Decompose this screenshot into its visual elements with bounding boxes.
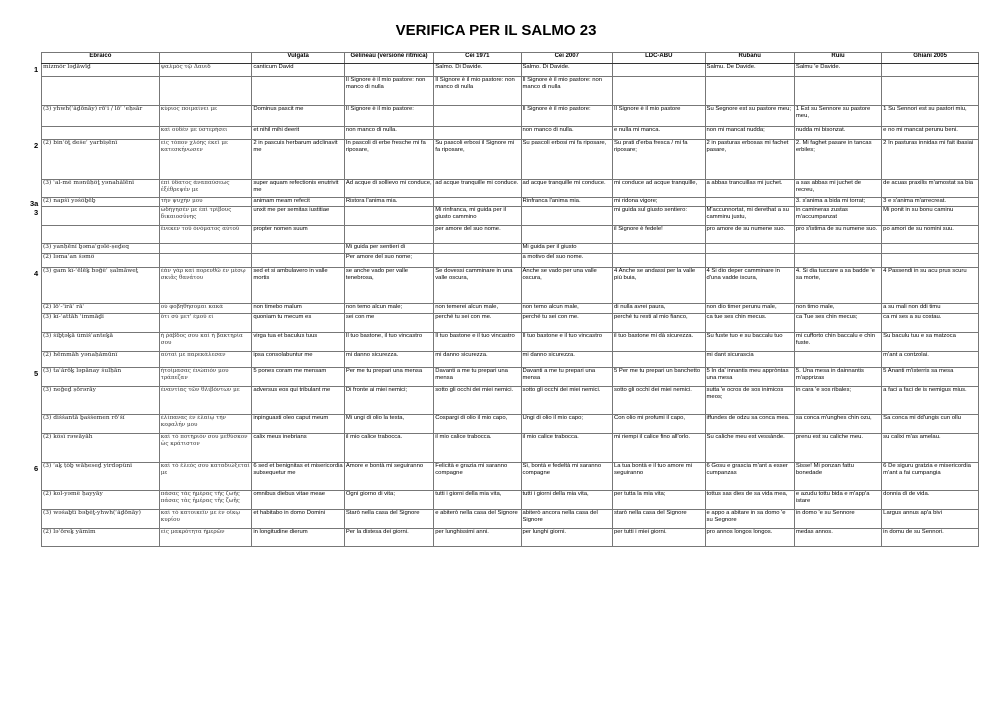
cell-gelineau: Amore e bontà mi seguiranno — [344, 463, 433, 491]
cell-ruiu: ca Tue ses chin mecus; — [794, 314, 881, 333]
cell-ruiu: 4. Si dia tuccare a sa badde 'e sa morte, — [794, 268, 881, 304]
cell-ghiani: ca mi ses a su costau. — [882, 314, 979, 333]
cell-ruiu: Salmu 'e Davide. — [794, 64, 881, 77]
cell-ldc-abu: mi riempi il calice fino all'orlo. — [612, 434, 705, 463]
cell-ebraico: (3) yhwh(ʾăḏōnāy) rōʿî / lōʾ ʾeḥsār — [42, 106, 160, 127]
verse-number: 6 — [34, 463, 39, 473]
cell-greek: ἐὰν γὰρ καὶ πορευθῶ ἐν μέσῳ σκιᾶς θανάτου — [159, 268, 252, 304]
cell-greek: ἐπὶ ὕδατος ἀναπαύσεως ἐξέθρεψέν με — [159, 180, 252, 198]
table-row — [42, 491, 979, 510]
cell-ruiu: pro s'istima de su numene suo. — [794, 226, 881, 244]
cell-greek: καὶ οὐδέν με ὑστερήσει — [159, 127, 252, 140]
cell-ghiani — [882, 254, 979, 268]
cell-gelineau — [344, 207, 433, 226]
table-row — [42, 226, 979, 244]
cell-greek: κύριος ποιμαίνει με — [159, 106, 252, 127]
cell-ghiani: a su mali non ddi timu — [882, 304, 979, 314]
cell-greek: καὶ τὸ ἔλεός σου καταδιώξεταί με — [159, 463, 252, 491]
cell-ebraico: (2) kôsî rəwāyāh — [42, 434, 160, 463]
cell-greek: τὴν ψυχήν μου — [159, 198, 252, 207]
col-header-ebraico: Ebraico — [42, 53, 160, 64]
cell-cei2007: Su pascoli erbosi mi fa riposare, — [521, 140, 612, 180]
cell-vulgata: propter nomen suum — [252, 226, 345, 244]
cell-ldc-abu — [612, 64, 705, 77]
cell-vulgata: canticum David — [252, 64, 345, 77]
cell-greek: ψαλμὸς τῷ Δαυιδ — [159, 64, 252, 77]
cell-ebraico: (2) binʾôṯ dešeʾ yarbîṣēnî — [42, 140, 160, 180]
cell-cei2007: sotto gli occhi dei miei nemici. — [521, 387, 612, 415]
cell-ebraico: (2) lōʾ-ʾîrāʾ rāʿ — [42, 304, 160, 314]
document-title: VERIFICA PER IL SALMO 23 — [395, 22, 597, 39]
table-row — [42, 198, 979, 207]
cell-rubanu: Su Segnore est su pastore meu; — [705, 106, 794, 127]
cell-cei1971: il mio calice trabocca. — [434, 434, 521, 463]
cell-ghiani: su calixi m'as amelau. — [882, 434, 979, 463]
cell-ebraico: (3) yanḥēnî ḇəmaʿgəlê-ṣeḏeq — [42, 244, 160, 254]
cell-gelineau: mi danno sicurezza. — [344, 352, 433, 368]
table-row — [42, 434, 979, 463]
cell-ldc-abu — [612, 352, 705, 368]
header-row — [42, 53, 979, 64]
table-row — [42, 304, 979, 314]
cell-ruiu: sa conca m'unghes chin ozu, — [794, 415, 881, 434]
cell-vulgata: ipsa consolabuntur me — [252, 352, 345, 368]
cell-vulgata: 6 sed et benignitas et misericordia subsequetur me — [252, 463, 345, 491]
cell-ruiu: in domo 'e su Sennore — [794, 510, 881, 529]
cell-vulgata: 2 in pascuis herbarum adclinavit me — [252, 140, 345, 180]
cell-ldc-abu: Su prati d'erba fresca / mi fa riposare; — [612, 140, 705, 180]
cell-cei2007: Rinfranca l'anima mia. — [521, 198, 612, 207]
cell-ebraico: (3) neḡeḏ ṣōrərāy — [42, 387, 160, 415]
table-row — [42, 415, 979, 434]
cell-rubanu — [705, 254, 794, 268]
cell-cei2007: Il tuo bastone e il tuo vincastro — [521, 333, 612, 352]
cell-cei2007: Anche se vado per una valle oscura, — [521, 268, 612, 304]
cell-ghiani: donnia di de vida. — [882, 491, 979, 510]
cell-rubanu: 2 in pasturas erbosas mi fachet pasare, — [705, 140, 794, 180]
table-row — [42, 268, 979, 304]
cell-gelineau: il mio calice trabocca. — [344, 434, 433, 463]
cell-vulgata: omnibus diebus vitae meae — [252, 491, 345, 510]
cell-ruiu: 5. Una mesa in dainnantis m'apprizas — [794, 368, 881, 387]
verse-number: 1 — [34, 64, 39, 74]
cell-ruiu: prenu est su caliche meu. — [794, 434, 881, 463]
cell-gelineau: Di fronte ai miei nemici; — [344, 387, 433, 415]
cell-ruiu: medas annos. — [794, 529, 881, 547]
cell-ghiani: e no mi mancat perunu beni. — [882, 127, 979, 140]
cell-cei2007: ad acque tranquille mi conduce. — [521, 180, 612, 198]
cell-cei2007: Mi guida per il giusto — [521, 244, 612, 254]
table-row — [42, 352, 979, 368]
cell-greek: ἕνεκεν τοῦ ὀνόματος αὐτοῦ — [159, 226, 252, 244]
cell-gelineau: Per me tu prepari una mensa — [344, 368, 433, 387]
cell-greek — [159, 77, 252, 106]
cell-ldc-abu: sotto gli occhi dei miei nemici. — [612, 387, 705, 415]
cell-vulgata: 5 pones coram me mensam — [252, 368, 345, 387]
cell-ldc-abu: di nulla avrei paura, — [612, 304, 705, 314]
cell-cei2007 — [521, 207, 612, 226]
cell-cei1971: Salmo. Di Davide. — [434, 64, 521, 77]
cell-vulgata: quoniam tu mecum es — [252, 314, 345, 333]
cell-cei2007: Salmo. Di Davide. — [521, 64, 612, 77]
table-row — [42, 140, 979, 180]
cell-cei2007: non temo alcun male, — [521, 304, 612, 314]
cell-greek: οὐ φοβηθήσομαι κακά — [159, 304, 252, 314]
cell-rubanu — [705, 198, 794, 207]
cell-gelineau: non manco di nulla. — [344, 127, 433, 140]
cell-greek: καὶ τὸ ποτήριόν σου μεθύσκον ὡς κράτιστον — [159, 434, 252, 463]
cell-ruiu — [794, 244, 881, 254]
cell-gelineau: Mi ungi di olio la testa, — [344, 415, 433, 434]
cell-ldc-abu: mi conduce ad acque tranquille, — [612, 180, 705, 198]
cell-cei2007: il mio calice trabocca. — [521, 434, 612, 463]
cell-vulgata: calix meus inebrians — [252, 434, 345, 463]
cell-ghiani — [882, 244, 979, 254]
cell-ruiu: nudda mi bisonzat. — [794, 127, 881, 140]
cell-cei1971: Mi rinfranca, mi guida per il giusto cammino — [434, 207, 521, 226]
cell-ghiani: Su baculu tuu e sa matzoca — [882, 333, 979, 352]
cell-ruiu — [794, 254, 881, 268]
cell-greek — [159, 254, 252, 268]
cell-cei1971: tutti i giorni della mia vita, — [434, 491, 521, 510]
cell-rubanu: tottus sas dies de sa vida mea, — [705, 491, 794, 510]
cell-vulgata: super aquam refectionis enutrivit me — [252, 180, 345, 198]
cell-gelineau: In pascoli di erbe fresche mi fa riposare, — [344, 140, 433, 180]
cell-ldc-abu: Il Signore è il mio pastore — [612, 106, 705, 127]
cell-ebraico: (2) ləmaʿan šəmô — [42, 254, 160, 268]
cell-cei1971: sotto gli occhi dei miei nemici. — [434, 387, 521, 415]
cell-ebraico: mizmôr ləḏāwīḏ — [42, 64, 160, 77]
cell-vulgata: unxit me per semitas iustitiae — [252, 207, 345, 226]
cell-ldc-abu: starò nella casa del Signore — [612, 510, 705, 529]
cell-greek: ὡδήγησέν με ἐπὶ τρίβους δικαιοσύνης — [159, 207, 252, 226]
cell-vulgata: Dominus pascit me — [252, 106, 345, 127]
col-header-gelineau: Gelineau (versione ritmica) — [344, 53, 433, 64]
cell-cei1971: mi danno sicurezza. — [434, 352, 521, 368]
cell-gelineau: Il Signore è il mio pastore: — [344, 106, 433, 127]
cell-cei1971: Se dovessi camminare in una valle oscura, — [434, 268, 521, 304]
cell-vulgata: adversus eos qui tribulant me — [252, 387, 345, 415]
cell-greek: πάσας τὰς ἡμέρας τῆς ζωῆς πάσας τὰς ἡμέρας τῆς ζωῆς — [159, 491, 252, 510]
table-row — [42, 529, 979, 547]
cell-greek: καὶ τὸ κατοικεῖν με ἐν οἴκῳ κυρίου — [159, 510, 252, 529]
cell-gelineau: Starò nella casa del Signore — [344, 510, 433, 529]
cell-ebraico — [42, 77, 160, 106]
cell-ebraico: (2) napšî yəšôḇēḇ — [42, 198, 160, 207]
table-row — [42, 180, 979, 198]
cell-ruiu: 3. s'anima a bida mi torrat; — [794, 198, 881, 207]
cell-greek — [159, 244, 252, 254]
cell-ldc-abu: e nulla mi manca. — [612, 127, 705, 140]
cell-ebraico: (3) diššantā ḇaššemen rōʾšî — [42, 415, 160, 434]
cell-greek: ὅτι σὺ μετ' ἐμοῦ εἶ — [159, 314, 252, 333]
cell-ldc-abu: il Signore è fedele! — [612, 226, 705, 244]
cell-ruiu: e azudu tottu bida e m'app'a istare — [794, 491, 881, 510]
table-row — [42, 510, 979, 529]
cell-rubanu: e appo a abitare in sa domo 'e su Segnore — [705, 510, 794, 529]
cell-rubanu: non dio timer perunu male, — [705, 304, 794, 314]
table-row — [42, 333, 979, 352]
cell-vulgata — [252, 244, 345, 254]
cell-cei2007: perché tu sei con me. — [521, 314, 612, 333]
cell-greek: ἐλίπανας ἐν ἐλαίῳ τὴν κεφαλήν μου — [159, 415, 252, 434]
cell-cei2007: mi danno sicurezza. — [521, 352, 612, 368]
cell-rubanu: Su fuste tuo e su baccalu tuo — [705, 333, 794, 352]
cell-rubanu: 5 In da' innantis meu appròntas una mesa — [705, 368, 794, 387]
cell-gelineau: se anche vado per valle tenebrosa, — [344, 268, 433, 304]
cell-ghiani: 3 e s'anima m'arrecreat. — [882, 198, 979, 207]
cell-gelineau: Il Signore è il mio pastore: non manco di nulla — [344, 77, 433, 106]
cell-gelineau: non temo alcun male; — [344, 304, 433, 314]
cell-ldc-abu — [612, 254, 705, 268]
cell-ruiu — [794, 77, 881, 106]
cell-ruiu: Sisse! Mi ponzan fattu bonedade — [794, 463, 881, 491]
cell-gelineau: Per amore del suo nome; — [344, 254, 433, 268]
verse-number: 2 — [34, 140, 39, 150]
cell-ghiani: m'ant a contzolai. — [882, 352, 979, 368]
cell-greek: ἐναντίας τῶν θλιβόντων με — [159, 387, 252, 415]
table-row — [42, 207, 979, 226]
cell-gelineau: sei con me — [344, 314, 433, 333]
cell-cei1971 — [434, 127, 521, 140]
cell-vulgata: virga tua et baculus tuus — [252, 333, 345, 352]
cell-ruiu: mi cufforto chin baccalu e chin fuste. — [794, 333, 881, 352]
cell-ldc-abu: La tua bontà e il tuo amore mi seguiranno — [612, 463, 705, 491]
cell-ghiani: Sa conca mi dd'ungis cun ollu — [882, 415, 979, 434]
cell-cei1971 — [434, 106, 521, 127]
cell-ebraico: (3) šiḇṭəḵā ûmišʿanteḵā — [42, 333, 160, 352]
cell-rubanu — [705, 244, 794, 254]
cell-greek: εἰς μακρότητα ἡμερῶν — [159, 529, 252, 547]
cell-rubanu: a abbas trancuillas mi juchet. — [705, 180, 794, 198]
cell-ldc-abu: Con olio mi profumi il capo, — [612, 415, 705, 434]
cell-vulgata: animam meam refecit — [252, 198, 345, 207]
cell-cei2007: Davanti a me tu prepari una mensa — [521, 368, 612, 387]
cell-cei1971: Il Signore è il mio pastore: non manco di nulla — [434, 77, 521, 106]
cell-rubanu: non mi mancat nudda; — [705, 127, 794, 140]
cell-vulgata: et nihil mihi deerit — [252, 127, 345, 140]
cell-ghiani: po amori de su nomini suu. — [882, 226, 979, 244]
cell-gelineau: Ogni giorno di vita; — [344, 491, 433, 510]
cell-rubanu: ca tue ses chin mecus. — [705, 314, 794, 333]
table-row — [42, 387, 979, 415]
cell-cei1971: per amore del suo nome. — [434, 226, 521, 244]
cell-ldc-abu: per tutta la mia vita; — [612, 491, 705, 510]
cell-ebraico: (3) taʿărōḵ ləpānay šulḥān — [42, 368, 160, 387]
cell-ghiani: 2 In pasturas innidas mi fait ibasiai — [882, 140, 979, 180]
cell-ebraico: (2) hēmmāh yənaḥămūnî — [42, 352, 160, 368]
cell-cei2007: non manco di nulla. — [521, 127, 612, 140]
cell-cei1971: Il tuo bastone e il tuo vincastro — [434, 333, 521, 352]
table-row — [42, 368, 979, 387]
cell-rubanu: M'accunnortat, mi derethat a su camminu justu, — [705, 207, 794, 226]
cell-gelineau — [344, 226, 433, 244]
cell-ruiu: in cara 'e sos ribales; — [794, 387, 881, 415]
cell-ebraico — [42, 226, 160, 244]
cell-ebraico: (3) gam kî-ʾēlēḵ bəḡêʾ ṣalmāweṯ — [42, 268, 160, 304]
cell-rubanu: sutta 'e ocros de sos inimicos meos; — [705, 387, 794, 415]
cell-ghiani: in domu de su Sennori. — [882, 529, 979, 547]
cell-rubanu: iffundes de odzu sa conca mea. — [705, 415, 794, 434]
cell-ghiani — [882, 64, 979, 77]
cell-gelineau: Mi guida per sentieri di — [344, 244, 433, 254]
cell-ghiani: 6 De siguru gratzia e misericordia m'ant a fai cumpangia — [882, 463, 979, 491]
cell-ldc-abu: 5 Per me tu prepari un banchetto — [612, 368, 705, 387]
cell-vulgata: in longitudine dierum — [252, 529, 345, 547]
cell-vulgata — [252, 254, 345, 268]
cell-cei1971: non temerei alcun male, — [434, 304, 521, 314]
cell-ghiani: Mi ponit in su bonu caminu — [882, 207, 979, 226]
col-header-cei1971: Cei 1971 — [434, 53, 521, 64]
col-header-ldc-abu: LDC-ABU — [612, 53, 705, 64]
cell-ebraico: (2) kol-yəmê ḥayyāy — [42, 491, 160, 510]
cell-rubanu: pro annos longos longos. — [705, 529, 794, 547]
cell-cei1971 — [434, 244, 521, 254]
table-row — [42, 244, 979, 254]
cell-ghiani: de acuas praxilis m'amostat sa bia — [882, 180, 979, 198]
cell-vulgata: sed et si ambulavero in valle mortis — [252, 268, 345, 304]
table-row — [42, 106, 979, 127]
cell-gelineau: Il tuo bastone, il tuo vincastro — [344, 333, 433, 352]
cell-cei1971 — [434, 198, 521, 207]
cell-cei1971: Davanti a me tu prepari una mensa — [434, 368, 521, 387]
cell-greek: αὐταί με παρεκάλεσαν — [159, 352, 252, 368]
cell-ldc-abu: perché tu resti al mio fianco, — [612, 314, 705, 333]
cell-ebraico — [42, 207, 160, 226]
cell-cei1971: e abiterò nella casa del Signore — [434, 510, 521, 529]
cell-ldc-abu: mi ridona vigore; — [612, 198, 705, 207]
cell-ldc-abu: mi guida sul giusto sentiero: — [612, 207, 705, 226]
table-row — [42, 314, 979, 333]
cell-ldc-abu: per tutti i miei giorni. — [612, 529, 705, 547]
cell-vulgata: et habitabo in domo Domini — [252, 510, 345, 529]
cell-cei1971 — [434, 254, 521, 268]
cell-ruiu: in camineras zustas m'accumpanzat — [794, 207, 881, 226]
cell-cei2007: Sì, bontà e fedeltà mi saranno compagne — [521, 463, 612, 491]
col-header-vulgata: Vulgata — [252, 53, 345, 64]
cell-cei2007: Ungi di olio il mio capo; — [521, 415, 612, 434]
verse-number: 3a — [30, 198, 39, 208]
cell-gelineau: Per la distesa dei giorni. — [344, 529, 433, 547]
cell-rubanu: Salmu. De Davide. — [705, 64, 794, 77]
cell-gelineau: Ad acque di sollievo mi conduce, — [344, 180, 433, 198]
col-header-ghiani: Ghiani 2005 — [882, 53, 979, 64]
cell-greek: ἡ ῥάβδος σου καὶ ἡ βακτηρία σου — [159, 333, 252, 352]
cell-rubanu: Su caliche meu est vessànde. — [705, 434, 794, 463]
col-header-greek — [159, 53, 252, 64]
cell-ghiani: a faci a faci de is nemigus mius. — [882, 387, 979, 415]
cell-gelineau — [344, 64, 433, 77]
cell-gelineau: Ristora l'anima mia. — [344, 198, 433, 207]
cell-cei1971: per lunghissimi anni. — [434, 529, 521, 547]
cell-cei2007: per lunghi giorni. — [521, 529, 612, 547]
verse-number: 5 — [34, 368, 39, 378]
cell-cei1971: Felicità e grazia mi saranno compagne — [434, 463, 521, 491]
table-row — [42, 64, 979, 77]
verse-number: 4 — [34, 268, 39, 278]
cell-ruiu: non timo male, — [794, 304, 881, 314]
cell-ebraico: (3) kî-ʾattāh ʿimmāḏî — [42, 314, 160, 333]
cell-ghiani: 4 Passendi in su acu prus scuru — [882, 268, 979, 304]
cell-cei2007: Il Signore è il mio pastore: — [521, 106, 612, 127]
cell-greek: εἰς τόπον χλόης ἐκεῖ με κατεσκήνωσεν — [159, 140, 252, 180]
cell-cei1971: perché tu sei con me. — [434, 314, 521, 333]
cell-ebraico: (2) ləʾōreḵ yāmîm — [42, 529, 160, 547]
cell-ldc-abu — [612, 77, 705, 106]
table-row — [42, 254, 979, 268]
cell-ldc-abu: il tuo bastone mi dà sicurezza. — [612, 333, 705, 352]
col-header-rubanu: Rubanu — [705, 53, 794, 64]
cell-cei2007: Il Signore è il mio pastore: non manco di nulla — [521, 77, 612, 106]
cell-cei2007: abiterò ancora nella casa del Signore — [521, 510, 612, 529]
cell-cei2007: a motivo del suo nome. — [521, 254, 612, 268]
cell-ebraico — [42, 127, 160, 140]
col-header-cei2007: Cei 2007 — [521, 53, 612, 64]
cell-vulgata: inpinguasti oleo caput meum — [252, 415, 345, 434]
cell-ldc-abu — [612, 244, 705, 254]
cell-rubanu: mi dant sicurascia — [705, 352, 794, 368]
col-header-ruiu: Ruiu — [794, 53, 881, 64]
cell-ldc-abu: 4 Anche se andassi per la valle più buia, — [612, 268, 705, 304]
cell-ruiu — [794, 352, 881, 368]
cell-cei1971: ad acque tranquille mi conduce. — [434, 180, 521, 198]
cell-cei1971: Cospargi di olio il mio capo, — [434, 415, 521, 434]
cell-vulgata — [252, 77, 345, 106]
cell-rubanu: pro amore de su numene suo. — [705, 226, 794, 244]
cell-cei1971: Su pascoli erbosi il Signore mi fa riposare, — [434, 140, 521, 180]
cell-ghiani: 5 Ananti m'isterris sa mesa — [882, 368, 979, 387]
verse-number: 3 — [34, 207, 39, 217]
cell-ruiu: 2. Mi faghet pasare in tancas erbiles; — [794, 140, 881, 180]
cell-rubanu: 4 Si dio deper camminare in d'una vadde iscura, — [705, 268, 794, 304]
cell-ruiu: a sas abbas mi juchet de recreu, — [794, 180, 881, 198]
table-row — [42, 77, 979, 106]
cell-rubanu: 6 Gosu e grascia m'ant a esser cumpanzas — [705, 463, 794, 491]
cell-greek: ἡτοίμασας ἐνώπιόν μου τράπεζαν — [159, 368, 252, 387]
cell-cei2007 — [521, 226, 612, 244]
table-row — [42, 463, 979, 491]
psalm-comparison-table — [41, 52, 979, 547]
cell-ghiani: Largus annus ap'a bivi — [882, 510, 979, 529]
cell-ghiani — [882, 77, 979, 106]
cell-ebraico: (3) ʾaḵ ṭôḇ wāḥeseḏ yirdəpûnî — [42, 463, 160, 491]
table-row — [42, 127, 979, 140]
cell-ghiani: 1 Su Sennori est su pastori miu, — [882, 106, 979, 127]
cell-ebraico: (3) wəšaḇtî bəḇêṯ-yhwh(ʾăḏōnāy) — [42, 510, 160, 529]
cell-ebraico: (3) ʿal-mê mənūḥôṯ yənahălēnî — [42, 180, 160, 198]
cell-cei2007: tutti i giorni della mia vita, — [521, 491, 612, 510]
cell-rubanu — [705, 77, 794, 106]
cell-ruiu: 1 Est su Sennore su pastore meu, — [794, 106, 881, 127]
cell-vulgata: non timebo malum — [252, 304, 345, 314]
